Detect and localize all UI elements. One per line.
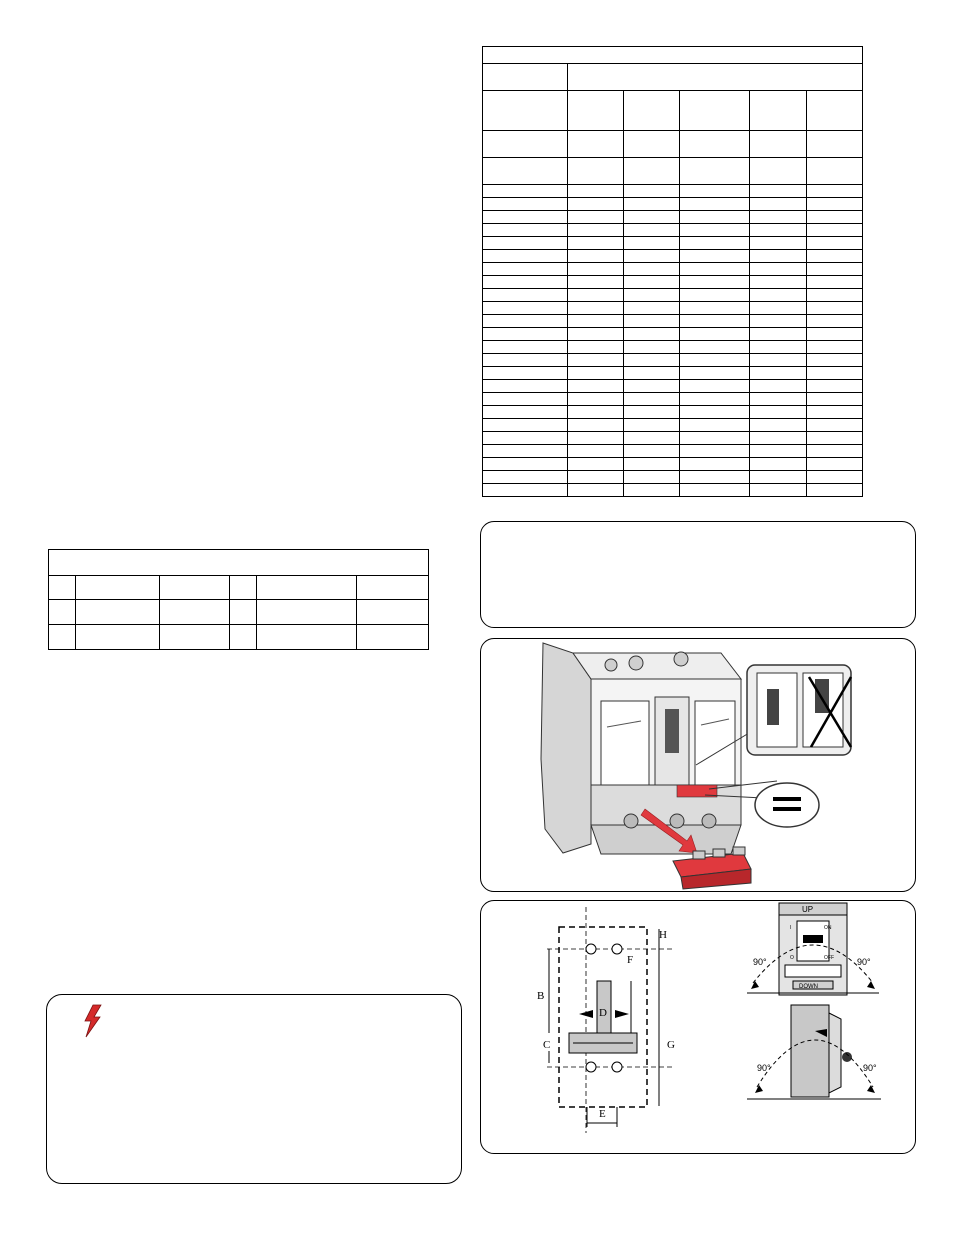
table-cell <box>750 250 807 263</box>
table-row <box>483 367 863 380</box>
table-cell <box>568 328 624 341</box>
table-cell <box>160 625 230 650</box>
table-cell <box>257 576 357 600</box>
table-cell <box>680 263 750 276</box>
table-cell <box>624 393 680 406</box>
table-cell <box>624 185 680 198</box>
table-cell <box>807 263 863 276</box>
note-box <box>480 521 916 628</box>
table-cell <box>483 432 568 445</box>
table-cell <box>750 484 807 497</box>
table-row <box>483 263 863 276</box>
table-cell <box>750 367 807 380</box>
table-cell <box>483 380 568 393</box>
table-cell <box>49 600 76 625</box>
table-cell <box>49 576 76 600</box>
table-cell <box>624 276 680 289</box>
table-cell <box>624 250 680 263</box>
table-cell <box>807 237 863 250</box>
table-cell <box>568 302 624 315</box>
table-cell <box>568 484 624 497</box>
table-cell <box>230 600 257 625</box>
table-cell <box>750 315 807 328</box>
table-cell <box>624 484 680 497</box>
table-cell <box>483 354 568 367</box>
table-cell <box>680 458 750 471</box>
table-cell <box>357 625 429 650</box>
table-cell <box>483 315 568 328</box>
table-row <box>483 393 863 406</box>
table-cell <box>680 224 750 237</box>
table-cell <box>483 458 568 471</box>
table-cell <box>76 625 160 650</box>
table-cell <box>483 224 568 237</box>
table-cell <box>750 471 807 484</box>
table-cell <box>568 263 624 276</box>
table-cell <box>624 328 680 341</box>
table-cell <box>680 250 750 263</box>
table-cell <box>750 419 807 432</box>
table-cell <box>680 315 750 328</box>
table-row <box>483 185 863 198</box>
spec-header-cell <box>568 91 624 131</box>
table-cell <box>568 224 624 237</box>
table-cell <box>257 600 357 625</box>
dim-label-c: C <box>543 1039 551 1051</box>
table-cell <box>483 367 568 380</box>
table-cell <box>160 600 230 625</box>
table-cell <box>483 237 568 250</box>
table-cell <box>807 380 863 393</box>
table-cell <box>750 185 807 198</box>
accessory-figure-panel <box>480 638 916 892</box>
table-cell <box>230 576 257 600</box>
table-row <box>483 471 863 484</box>
table-cell <box>680 367 750 380</box>
spec-header-cell <box>483 64 568 91</box>
table-cell <box>680 445 750 458</box>
table-cell <box>357 576 429 600</box>
table-cell <box>568 276 624 289</box>
table-cell <box>568 367 624 380</box>
table-cell <box>750 276 807 289</box>
table-cell <box>680 302 750 315</box>
spec-header-cell <box>750 91 807 131</box>
table-cell <box>624 445 680 458</box>
switch-o-label: O <box>790 955 794 961</box>
table-cell <box>624 263 680 276</box>
table-cell <box>807 484 863 497</box>
table-cell <box>750 224 807 237</box>
table-cell <box>750 445 807 458</box>
table-cell <box>357 600 429 625</box>
table-cell <box>750 354 807 367</box>
table-cell <box>483 250 568 263</box>
table-cell <box>807 393 863 406</box>
table-cell <box>624 419 680 432</box>
dim-label-e: E <box>599 1108 606 1120</box>
breaker-illustration <box>481 639 915 891</box>
spec-table-title-cell <box>483 47 863 64</box>
table-cell <box>680 211 750 224</box>
table-cell <box>807 302 863 315</box>
table-cell <box>807 432 863 445</box>
table-cell <box>807 289 863 302</box>
table-cell <box>624 198 680 211</box>
table-cell <box>807 328 863 341</box>
table-cell <box>807 367 863 380</box>
table-cell <box>680 237 750 250</box>
switch-down-label: DOWN <box>799 984 818 990</box>
table-cell <box>807 341 863 354</box>
table-cell <box>483 471 568 484</box>
table-cell <box>568 445 624 458</box>
angle-label: 90° <box>757 1063 771 1073</box>
table-cell <box>624 341 680 354</box>
spec-header-cell <box>807 91 863 131</box>
table-cell <box>568 250 624 263</box>
table-cell <box>750 302 807 315</box>
table-cell <box>750 211 807 224</box>
table-cell <box>807 224 863 237</box>
table-cell <box>624 302 680 315</box>
table-cell <box>807 211 863 224</box>
table-cell <box>680 484 750 497</box>
dim-label-f: F <box>627 954 634 966</box>
table-cell <box>483 484 568 497</box>
table-cell <box>568 237 624 250</box>
table-cell <box>680 406 750 419</box>
table-cell <box>680 354 750 367</box>
mounting-drawing <box>481 901 915 1153</box>
table-cell <box>750 393 807 406</box>
table-cell <box>49 625 76 650</box>
table-cell <box>750 263 807 276</box>
table-cell <box>680 432 750 445</box>
table-cell <box>568 406 624 419</box>
table-cell <box>483 263 568 276</box>
table-cell <box>76 576 160 600</box>
table-cell <box>807 406 863 419</box>
spec-header-cell <box>568 64 863 91</box>
table-row <box>483 224 863 237</box>
table-cell <box>624 224 680 237</box>
table-cell <box>750 198 807 211</box>
table-cell <box>807 198 863 211</box>
table-cell <box>76 600 160 625</box>
table-cell <box>568 315 624 328</box>
table-cell <box>750 432 807 445</box>
table-cell <box>160 576 230 600</box>
table-cell <box>750 458 807 471</box>
table-cell <box>624 406 680 419</box>
table-cell <box>483 276 568 289</box>
table-cell <box>624 458 680 471</box>
table-cell <box>624 367 680 380</box>
spec-header-cell <box>483 91 568 131</box>
table-cell <box>483 445 568 458</box>
table-row <box>483 458 863 471</box>
spec-table <box>482 46 863 497</box>
table-cell <box>568 211 624 224</box>
table-cell <box>680 341 750 354</box>
table-cell <box>483 328 568 341</box>
table-cell <box>680 185 750 198</box>
table-row <box>483 276 863 289</box>
table-cell <box>680 198 750 211</box>
dim-label-d: D <box>599 1007 607 1019</box>
table-cell <box>807 445 863 458</box>
table-row <box>483 250 863 263</box>
table-cell <box>750 406 807 419</box>
table-row <box>483 198 863 211</box>
dim-label-h: H <box>659 929 667 941</box>
switch-up-label: UP <box>802 905 814 914</box>
table-row <box>483 315 863 328</box>
table-cell <box>568 393 624 406</box>
table-cell <box>483 341 568 354</box>
table-cell <box>568 432 624 445</box>
table-cell <box>680 328 750 341</box>
table-row <box>483 289 863 302</box>
angle-label: 90° <box>857 957 871 967</box>
table-cell <box>624 211 680 224</box>
dim-label-g: G <box>667 1039 675 1051</box>
dim-label-b: B <box>537 990 545 1002</box>
warning-box <box>46 994 462 1184</box>
table-cell <box>568 341 624 354</box>
lightning-bolt-icon <box>79 1003 109 1039</box>
table-cell <box>624 471 680 484</box>
table-row <box>483 354 863 367</box>
table-cell <box>568 419 624 432</box>
table-cell <box>750 328 807 341</box>
table-cell <box>483 211 568 224</box>
table-cell <box>568 354 624 367</box>
table-cell <box>483 393 568 406</box>
spec-header-cell <box>483 131 568 158</box>
table-row <box>483 406 863 419</box>
left-table <box>48 549 429 650</box>
table-cell <box>750 341 807 354</box>
table-cell <box>483 185 568 198</box>
table-cell <box>624 237 680 250</box>
table-cell <box>680 276 750 289</box>
spec-header-cell <box>680 91 750 131</box>
mounting-figure-panel <box>480 900 916 1154</box>
table-row <box>483 211 863 224</box>
switch-off-label: OFF <box>824 955 834 961</box>
table-cell <box>807 185 863 198</box>
table-cell <box>807 458 863 471</box>
table-cell <box>807 471 863 484</box>
table-cell <box>680 289 750 302</box>
table-cell <box>680 419 750 432</box>
table-cell <box>624 432 680 445</box>
table-cell <box>807 250 863 263</box>
switch-i-label: I <box>790 925 792 931</box>
table-cell <box>483 406 568 419</box>
table-row <box>483 432 863 445</box>
table-cell <box>807 276 863 289</box>
angle-label: 90° <box>753 957 767 967</box>
table-cell <box>624 354 680 367</box>
table-cell <box>568 198 624 211</box>
table-cell <box>568 289 624 302</box>
table-cell <box>750 380 807 393</box>
table-cell <box>807 315 863 328</box>
table-row <box>483 237 863 250</box>
spec-header-cell <box>624 91 680 131</box>
left-table-title-cell <box>49 550 429 576</box>
table-cell <box>230 625 257 650</box>
table-cell <box>483 198 568 211</box>
table-row <box>483 484 863 497</box>
table-cell <box>257 625 357 650</box>
table-cell <box>807 354 863 367</box>
table-cell <box>680 380 750 393</box>
table-cell <box>483 302 568 315</box>
angle-label: 90° <box>863 1063 877 1073</box>
table-row <box>483 380 863 393</box>
switch-on-label: ON <box>824 925 832 931</box>
table-row <box>483 341 863 354</box>
table-cell <box>568 471 624 484</box>
table-cell <box>483 289 568 302</box>
table-row <box>483 302 863 315</box>
table-row <box>483 419 863 432</box>
table-cell <box>624 289 680 302</box>
table-cell <box>624 315 680 328</box>
table-cell <box>624 380 680 393</box>
table-row <box>483 445 863 458</box>
table-cell <box>568 380 624 393</box>
table-row <box>483 328 863 341</box>
table-cell <box>807 419 863 432</box>
table-cell <box>568 458 624 471</box>
table-cell <box>483 419 568 432</box>
table-cell <box>680 393 750 406</box>
spec-header-cell <box>483 158 568 185</box>
table-cell <box>750 289 807 302</box>
table-cell <box>568 185 624 198</box>
table-cell <box>680 471 750 484</box>
table-cell <box>750 237 807 250</box>
